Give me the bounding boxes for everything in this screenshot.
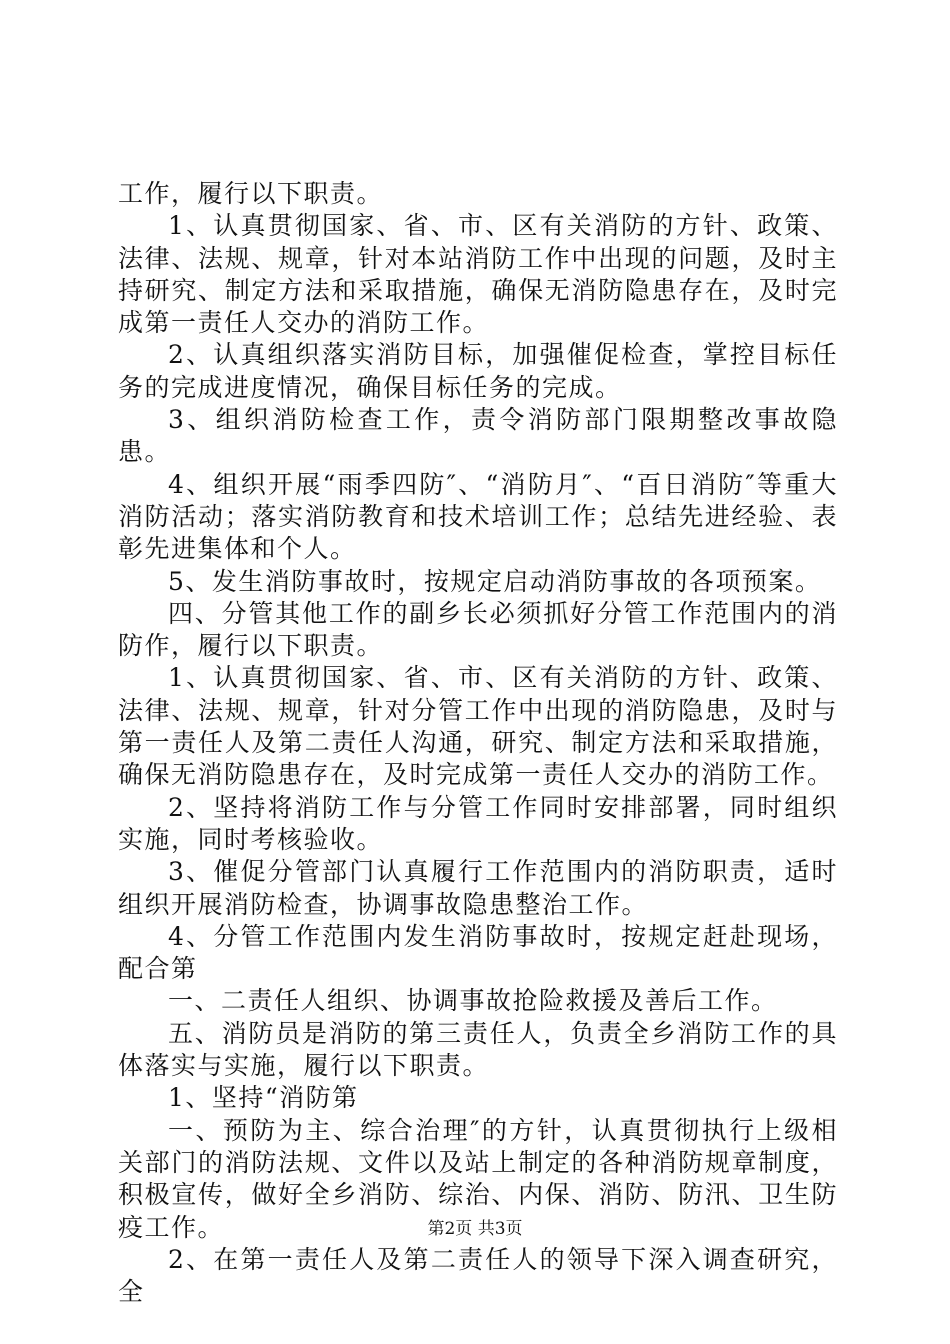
paragraph: 五、消防员是消防的第三责任人，负责全乡消防工作的具体落实与实施，履行以下职责。 bbox=[118, 1018, 838, 1081]
paragraph: 2、认真组织落实消防目标，加强催促检查，掌控目标任务的完成进度情况，确保目标任务的完成。 bbox=[118, 340, 838, 402]
paragraph: 四、分管其他工作的副乡长必须抓好分管工作范围内的消防作，履行以下职责。 bbox=[118, 598, 838, 661]
paragraph: 1、认真贯彻国家、省、市、区有关消防的方针、政策、法律、法规、规章，针对分管工作中出现的消防隐患，及时与第一责任人及第二责任人沟通，研究、制定方法和采取措施，确保无消防隐患存在，及时完成第一责任人交办的消防工作。 bbox=[118, 663, 838, 790]
paragraph: 3、催促分管部门认真履行工作范围内的消防职责，适时组织开展消防检查，协调事故隐患整治工作。 bbox=[118, 857, 838, 919]
paragraph: 一、二责任人组织、协调事故抢险救援及善后工作。 bbox=[168, 986, 778, 1016]
document-body bbox=[118, 178, 838, 1308]
paragraph: 1、坚持“消防第 bbox=[168, 1083, 359, 1113]
paragraph: 1、认真贯彻国家、省、市、区有关消防的方针、政策、法律、法规、规章，针对本站消防工作中出现的问题，及时主持研究、制定方法和采取措施，确保无消防隐患存在，及时完成第一责任人交办的消防工作。 bbox=[118, 211, 838, 338]
page-number-label: 第2页 共3页 bbox=[427, 1219, 523, 1239]
paragraph: 2、坚持将消防工作与分管工作同时安排部署，同时组织实施，同时考核验收。 bbox=[118, 792, 838, 854]
paragraph: 4、分管工作范围内发生消防事故时，按规定赶赴现场，配合第 bbox=[118, 921, 838, 984]
paragraph: 2、在第一责任人及第二责任人的领导下深入调查研究，全 bbox=[118, 1244, 838, 1307]
page-footer bbox=[0, 1214, 950, 1239]
paragraph: 5、发生消防事故时，按规定启动消防事故的各项预案。 bbox=[168, 566, 822, 596]
paragraph: 4、组织开展“雨季四防″、“消防月″、“百日消防″等重大消防活动；落实消防教育和技术培训工作；总结先进经验、表彰先进集体和个人。 bbox=[118, 469, 838, 564]
paragraph: 一、预防为主、综合治理″的方针，认真贯彻执行上级相关部门的消防法规、文件以及站上制定的各种消防规章制度，积极宣传，做好全乡消防、综治、内保、消防、防汛、卫生防疫工作。 bbox=[118, 1115, 838, 1242]
paragraph: 3、组织消防检查工作，责令消防部门限期整改事故隐患。 bbox=[118, 405, 838, 467]
paragraph: 工作，履行以下职责。 bbox=[118, 179, 384, 208]
